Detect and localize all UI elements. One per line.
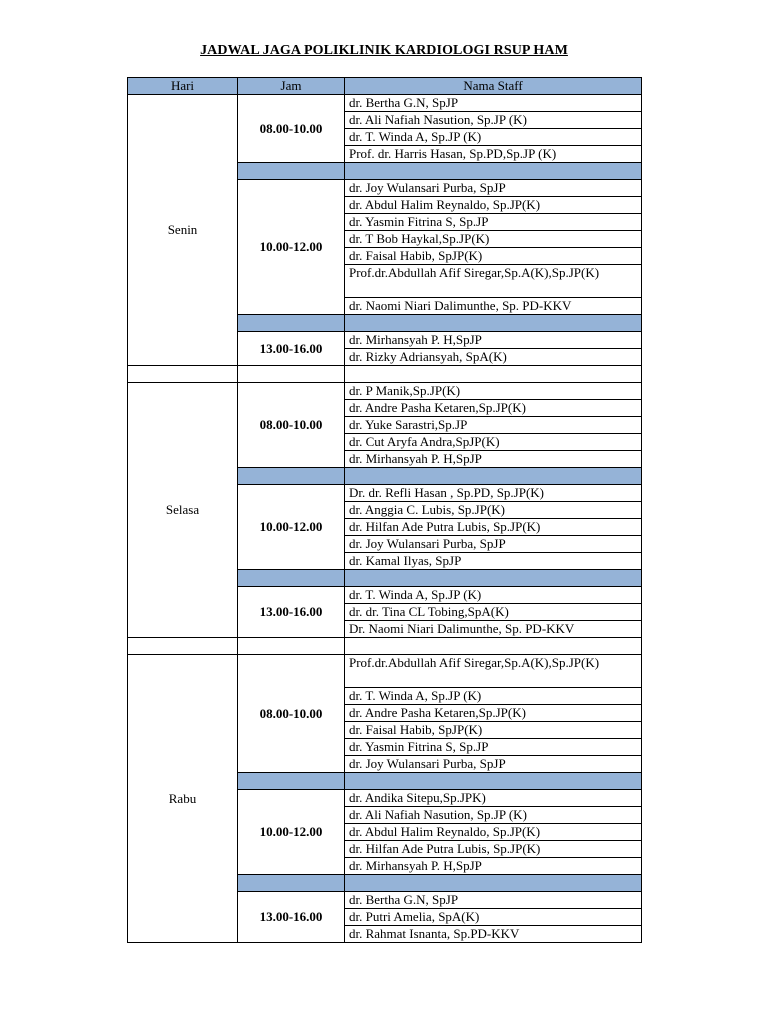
day-cell: Selasa [128,383,238,638]
staff-cell: dr. Hilfan Ade Putra Lubis, Sp.JP(K) [345,519,642,536]
staff-cell: dr. Andre Pasha Ketaren,Sp.JP(K) [345,705,642,722]
separator-cell [345,570,642,587]
time-cell: 08.00-10.00 [238,383,345,468]
staff-cell: dr. Rizky Adriansyah, SpA(K) [345,349,642,366]
staff-cell: dr. Hilfan Ade Putra Lubis, Sp.JP(K) [345,841,642,858]
time-cell: 08.00-10.00 [238,95,345,163]
staff-cell: dr. Yasmin Fitrina S, Sp.JP [345,739,642,756]
staff-cell: dr. Anggia C. Lubis, Sp.JP(K) [345,502,642,519]
empty-cell [238,366,345,383]
empty-cell [345,638,642,655]
separator-cell [238,875,345,892]
separator-cell [345,163,642,180]
table-row [128,383,642,400]
empty-cell [128,638,238,655]
day-cell: Rabu [128,655,238,943]
separator-cell [238,315,345,332]
staff-cell: dr. Bertha G.N, SpJP [345,95,642,112]
empty-cell [128,366,238,383]
staff-cell: dr. Naomi Niari Dalimunthe, Sp. PD-KKV [345,298,642,315]
staff-cell: dr. P Manik,Sp.JP(K) [345,383,642,400]
staff-cell: dr. T. Winda A, Sp.JP (K) [345,688,642,705]
time-cell: 08.00-10.00 [238,655,345,773]
header-time: Jam [238,78,345,95]
separator-cell [238,773,345,790]
time-cell: 13.00-16.00 [238,332,345,366]
staff-cell: dr. T. Winda A, Sp.JP (K) [345,587,642,604]
separator-cell [345,875,642,892]
staff-cell: dr. Kamal Ilyas, SpJP [345,553,642,570]
time-cell: 13.00-16.00 [238,892,345,943]
staff-cell: dr. Joy Wulansari Purba, SpJP [345,756,642,773]
staff-cell: dr. Joy Wulansari Purba, SpJP [345,180,642,197]
separator-cell [238,163,345,180]
staff-cell: Dr. Naomi Niari Dalimunthe, Sp. PD-KKV [345,621,642,638]
day-gap-row [128,366,642,383]
staff-cell: dr. Bertha G.N, SpJP [345,892,642,909]
staff-cell: dr. Faisal Habib, SpJP(K) [345,722,642,739]
staff-cell: dr. Rahmat Isnanta, Sp.PD-KKV [345,926,642,943]
staff-cell: dr. T. Winda A, Sp.JP (K) [345,129,642,146]
empty-cell [345,366,642,383]
staff-cell: dr. Cut Aryfa Andra,SpJP(K) [345,434,642,451]
table-row [128,655,642,688]
staff-cell: Dr. dr. Refli Hasan , Sp.PD, Sp.JP(K) [345,485,642,502]
staff-cell: dr. Yuke Sarastri,Sp.JP [345,417,642,434]
time-cell: 10.00-12.00 [238,180,345,315]
staff-cell: dr. Faisal Habib, SpJP(K) [345,248,642,265]
schedule-body [128,95,642,943]
staff-cell: dr. Putri Amelia, SpA(K) [345,909,642,926]
staff-cell: dr. Abdul Halim Reynaldo, Sp.JP(K) [345,197,642,214]
empty-cell [238,638,345,655]
separator-cell [345,315,642,332]
staff-cell: dr. Mirhansyah P. H,SpJP [345,858,642,875]
staff-cell: Prof.dr.Abdullah Afif Siregar,Sp.A(K),Sp.JP(K) [345,655,642,688]
staff-cell: dr. Mirhansyah P. H,SpJP [345,451,642,468]
staff-cell: Prof. dr. Harris Hasan, Sp.PD,Sp.JP (K) [345,146,642,163]
staff-cell: dr. Abdul Halim Reynaldo, Sp.JP(K) [345,824,642,841]
time-cell: 10.00-12.00 [238,790,345,875]
table-row [128,95,642,112]
staff-cell: dr. T Bob Haykal,Sp.JP(K) [345,231,642,248]
staff-cell: dr. Ali Nafiah Nasution, Sp.JP (K) [345,807,642,824]
page-title: JADWAL JAGA POLIKLINIK KARDIOLOGI RSUP HAM [200,43,568,58]
staff-cell: Prof.dr.Abdullah Afif Siregar,Sp.A(K),Sp.JP(K) [345,265,642,298]
separator-cell [238,570,345,587]
schedule-table [127,77,642,943]
header-day: Hari [128,78,238,95]
day-gap-row [128,638,642,655]
staff-cell: dr. Joy Wulansari Purba, SpJP [345,536,642,553]
staff-cell: dr. Andre Pasha Ketaren,Sp.JP(K) [345,400,642,417]
staff-cell: dr. Yasmin Fitrina S, Sp.JP [345,214,642,231]
header-staff: Nama Staff [345,78,642,95]
staff-cell: dr. Ali Nafiah Nasution, Sp.JP (K) [345,112,642,129]
header-row [128,78,642,95]
staff-cell: dr. Andika Sitepu,Sp.JPK) [345,790,642,807]
separator-cell [345,468,642,485]
time-cell: 13.00-16.00 [238,587,345,638]
staff-cell: dr. Mirhansyah P. H,SpJP [345,332,642,349]
separator-cell [238,468,345,485]
time-cell: 10.00-12.00 [238,485,345,570]
staff-cell: dr. dr. Tina CL Tobing,SpA(K) [345,604,642,621]
separator-cell [345,773,642,790]
day-cell: Senin [128,95,238,366]
